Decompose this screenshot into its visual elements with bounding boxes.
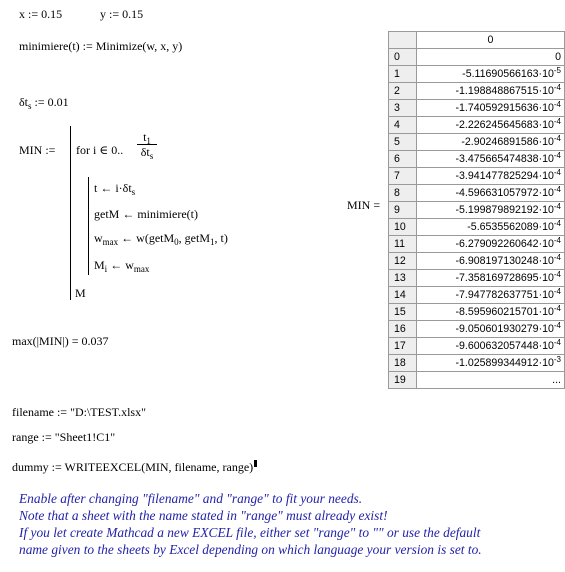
matrix-row-index: 17 xyxy=(389,338,417,355)
delta-t-symbol: δt xyxy=(19,95,28,109)
note-line: Note that a sheet with the name stated in "range" must already exist! xyxy=(19,508,388,523)
matrix-cell[interactable]: $-1.740592915636\cdot 10^{-4}$ xyxy=(416,100,564,117)
matrix-cell[interactable]: $-3.475665474838\cdot 10^{-4}$ xyxy=(416,151,564,168)
matrix-row xyxy=(389,219,565,236)
matrix-cell[interactable]: $-5.199879892192\cdot 10^{-4}$ xyxy=(416,202,564,219)
matrix-row-index: 15 xyxy=(389,304,417,321)
filename-assignment[interactable]: filename := "D:\TEST.xlsx" xyxy=(12,405,146,419)
matrix-row-index: 1 xyxy=(389,66,417,83)
matrix-row xyxy=(389,151,565,168)
matrix-row-index: 11 xyxy=(389,236,417,253)
matrix-cell[interactable]: ... xyxy=(416,372,564,389)
program-return[interactable]: M xyxy=(75,286,86,300)
program-line-mi[interactable]: $M_i$ ← $w_{max}$ xyxy=(94,258,150,274)
program-outer-bar xyxy=(70,126,71,300)
matrix-cell[interactable]: $-2.226245645683\cdot 10^{-4}$ xyxy=(416,117,564,134)
matrix-cell[interactable]: 0 xyxy=(416,49,564,66)
matrix-cell[interactable]: $-9.050601930279\cdot 10^{-4}$ xyxy=(416,321,564,338)
matrix-row xyxy=(389,83,565,100)
matrix-row xyxy=(389,338,565,355)
for-loop-header[interactable]: for i ∈ 0.. xyxy=(76,143,124,157)
matrix-row xyxy=(389,287,565,304)
min-result-matrix[interactable] xyxy=(388,31,565,389)
matrix-row xyxy=(389,117,565,134)
delta-t-value: := 0.01 xyxy=(34,95,69,109)
matrix-cell[interactable]: $-9.600632057448\cdot 10^{-4}$ xyxy=(416,338,564,355)
assign-operator: := xyxy=(82,39,93,53)
minimiere-lhs: minimiere(t) xyxy=(19,39,80,53)
fraction-numerator: $t_1$ xyxy=(137,130,157,145)
matrix-row xyxy=(389,168,565,185)
matrix-row xyxy=(389,270,565,287)
matrix-row xyxy=(389,49,565,66)
matrix-row-index: 14 xyxy=(389,287,417,304)
program-line-wmax[interactable]: $w_{max}$ ← w(getM$_0$, getM$_1$, t) xyxy=(94,231,228,247)
y-assignment[interactable]: y := 0.15 xyxy=(100,7,144,21)
max-evaluation[interactable]: max(|MIN|) = 0.037 xyxy=(12,334,109,348)
matrix-corner xyxy=(389,32,417,49)
matrix-row xyxy=(389,100,565,117)
delta-t-subscript: s xyxy=(28,101,32,111)
matrix-col-header: 0 xyxy=(416,32,564,49)
matrix-row xyxy=(389,134,565,151)
matrix-cell[interactable]: $-5.11690566163\cdot 10^{-5}$ xyxy=(416,66,564,83)
matrix-row-index: 10 xyxy=(389,219,417,236)
matrix-cell[interactable]: $-6.279092260642\cdot 10^{-4}$ xyxy=(416,236,564,253)
matrix-row-index: 5 xyxy=(389,134,417,151)
loop-limit-fraction xyxy=(137,130,157,160)
matrix-row-index: 2 xyxy=(389,83,417,100)
matrix-row xyxy=(389,236,565,253)
note-line: If you let create Mathcad a new EXCEL file, either set "range" to "" or use the default xyxy=(19,525,481,540)
matrix-row-index: 3 xyxy=(389,100,417,117)
matrix-cell[interactable]: $-5.6535562089\cdot 10^{-4}$ xyxy=(416,219,564,236)
matrix-row-index: 0 xyxy=(389,49,417,66)
matrix-row-index: 16 xyxy=(389,321,417,338)
minimiere-rhs: Minimize(w, x, y) xyxy=(95,39,183,53)
matrix-cell[interactable]: $-7.358169728695\cdot 10^{-4}$ xyxy=(416,270,564,287)
matrix-cell[interactable]: $-8.595960215701\cdot 10^{-4}$ xyxy=(416,304,564,321)
dummy-writeexcel[interactable]: dummy := WRITEEXCEL(MIN, filename, range) xyxy=(12,460,257,475)
notes-block xyxy=(19,490,482,558)
matrix-row-index: 7 xyxy=(389,168,417,185)
x-assignment[interactable]: x := 0.15 xyxy=(19,7,63,21)
matrix-row xyxy=(389,321,565,338)
matrix-row xyxy=(389,202,565,219)
matrix-cell[interactable]: $-2.90246891586\cdot 10^{-4}$ xyxy=(416,134,564,151)
matrix-row-index: 13 xyxy=(389,270,417,287)
matrix-cell[interactable]: $-1.025899344912\cdot 10^{-3}$ xyxy=(416,355,564,372)
note-line: Enable after changing "filename" and "range" to fit your needs. xyxy=(19,491,363,506)
matrix-row-index: 4 xyxy=(389,117,417,134)
matrix-row xyxy=(389,372,565,389)
matrix-row-index: 6 xyxy=(389,151,417,168)
delta-t-assignment[interactable] xyxy=(19,95,69,110)
matrix-cell[interactable]: $-1.198848867515\cdot 10^{-4}$ xyxy=(416,83,564,100)
matrix-row-index: 8 xyxy=(389,185,417,202)
disable-marker-icon xyxy=(254,460,257,467)
matrix-row xyxy=(389,66,565,83)
matrix-row xyxy=(389,304,565,321)
matrix-cell[interactable]: $-6.908197130248\cdot 10^{-4}$ xyxy=(416,253,564,270)
matrix-row-index: 18 xyxy=(389,355,417,372)
note-line: name given to the sheets by Excel depending on which language your version is set to. xyxy=(19,542,482,557)
program-inner-bar xyxy=(88,177,89,275)
range-assignment[interactable]: range := "Sheet1!C1" xyxy=(12,430,116,444)
matrix-row xyxy=(389,185,565,202)
matrix-cell[interactable]: $-3.941477825294\cdot 10^{-4}$ xyxy=(416,168,564,185)
program-line-getm[interactable]: getM ← minimiere(t) xyxy=(94,207,198,221)
matrix-row-index: 9 xyxy=(389,202,417,219)
minimiere-definition[interactable] xyxy=(19,39,182,54)
matrix-header-row xyxy=(389,32,565,49)
matrix-row-index: 19 xyxy=(389,372,417,389)
matrix-cell[interactable]: $-7.947782637751\cdot 10^{-4}$ xyxy=(416,287,564,304)
matrix-cell[interactable]: $-4.596631057972\cdot 10^{-4}$ xyxy=(416,185,564,202)
matrix-row xyxy=(389,253,565,270)
min-eval-label[interactable]: MIN = xyxy=(347,198,381,212)
matrix-row xyxy=(389,355,565,372)
program-line-t[interactable]: t ← $i\cdot\delta t_s$ xyxy=(94,181,136,197)
fraction-denominator: $\delta t_s$ xyxy=(140,145,154,161)
matrix-row-index: 12 xyxy=(389,253,417,270)
program-name[interactable]: MIN := xyxy=(19,143,56,157)
